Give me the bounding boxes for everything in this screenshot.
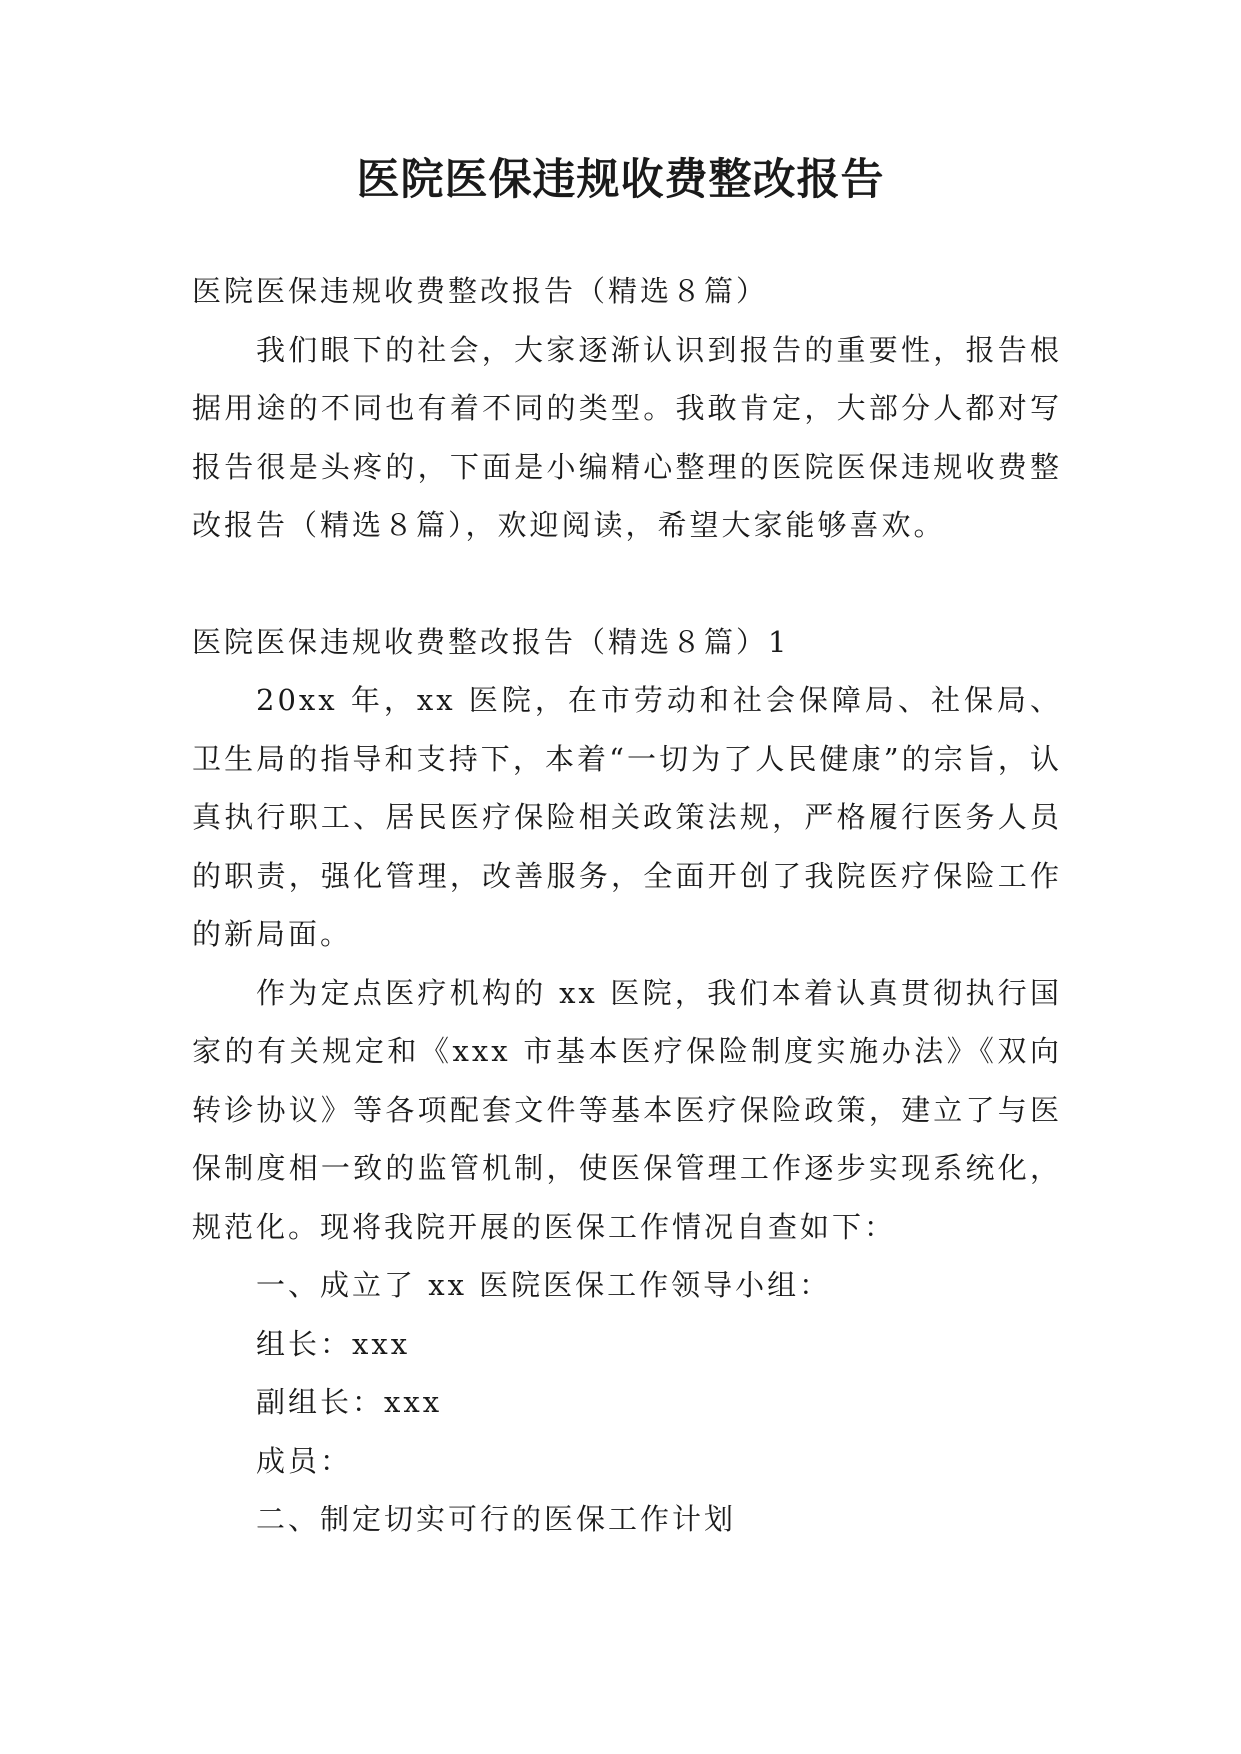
leader-line: 组长：xxx: [256, 1326, 411, 1361]
subtitle: 医院医保违规收费整改报告（精选８篇）: [192, 274, 769, 308]
section-heading: 医院医保违规收费整改报告（精选８篇）1: [192, 624, 790, 659]
document-body: [192, 262, 1062, 1549]
body-paragraph-1: 20xx 年，xx 医院，在市劳动和社会保障局、社保局、卫生局的指导和支持下，本着“一切为了人民健康”的宗旨，认真执行职工、居民医疗保险相关政策法规，严格履行医务人员的职责，强化管理，改善服务，全面开创了我院医疗保险工作的新局面。: [192, 683, 1062, 951]
deputy-line: 副组长：xxx: [256, 1385, 443, 1419]
list-item-2: 二、制定切实可行的医保工作计划: [256, 1502, 737, 1536]
list-item-1: 一、成立了 xx 医院医保工作领导小组：: [256, 1268, 832, 1302]
document-title: 医院医保违规收费整改报告: [356, 155, 885, 205]
paragraph-gap: [192, 555, 1062, 613]
body-paragraph-2: 作为定点医疗机构的 xx 医院，我们本着认真贯彻执行国家的有关规定和《xxx 市基本医疗保险制度实施办法》《双向转诊协议》等各项配套文件等基本医疗保险政策，建立了与医保制度相一致的监管机制，使医保管理工作逐步实现系统化，规范化。现将我院开展的医保工作情况自查如下：: [192, 975, 1062, 1244]
intro-paragraph: 我们眼下的社会，大家逐渐认识到报告的重要性，报告根据用途的不同也有着不同的类型。我敢肯定，大部分人都对写报告很是头疼的，下面是小编精心整理的医院医保违规收费整改报告（精选８篇），欢迎阅读，希望大家能够喜欢。: [192, 332, 1062, 542]
members-line: 成员：: [256, 1443, 353, 1478]
